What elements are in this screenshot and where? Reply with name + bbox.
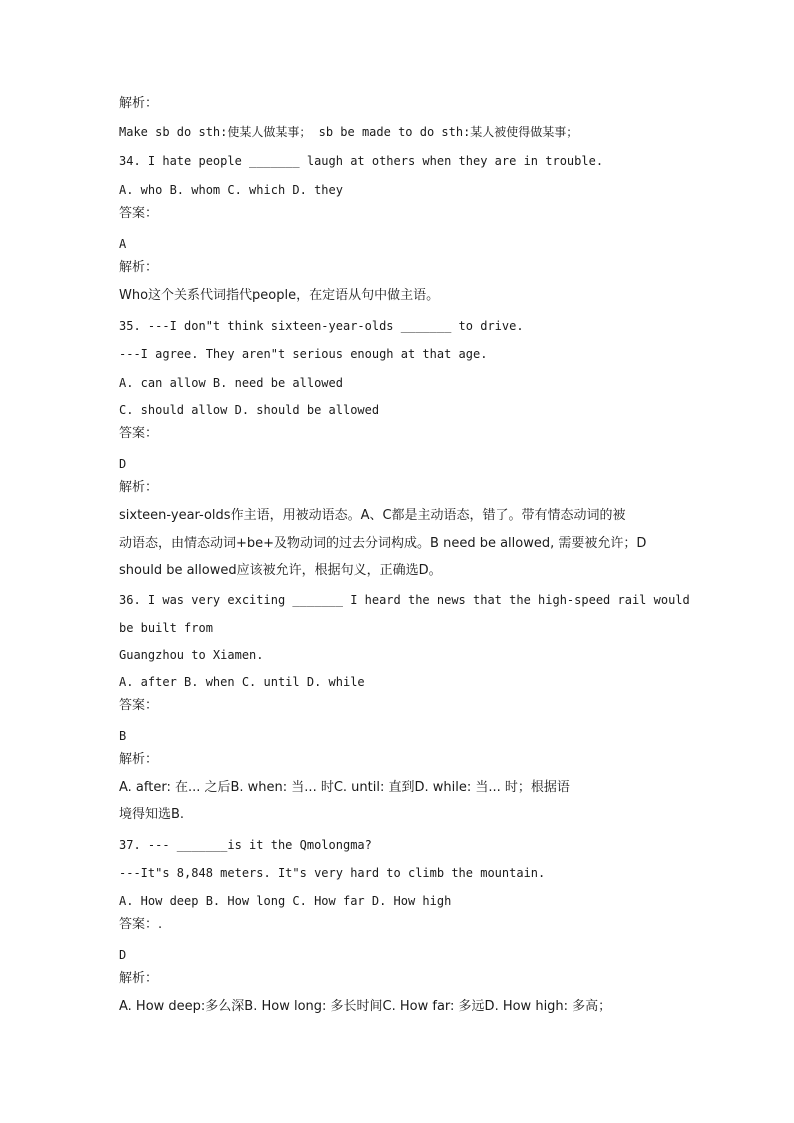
question-35-options: A. can allow B. need be allowed (119, 376, 343, 390)
question-36: Guangzhou to Xiamen. (119, 648, 264, 662)
answer-value: D (119, 948, 127, 962)
analysis-text: should be allowed应该被允许，根据句义，正确选D。 (119, 563, 442, 578)
question-36-options: A. after B. when C. until D. while (119, 675, 365, 689)
question-37-dialogue: ---It"s 8,848 meters. It"s very hard to climb the mountain. (119, 866, 546, 880)
answer-label: 答案：. (119, 917, 163, 932)
analysis-label: 解析： (119, 480, 159, 495)
question-36: be built from (119, 621, 213, 635)
analysis-text: 动语态，由情态动词+be+及物动词的过去分词构成。B need be allowed, 需要被允许；D (119, 536, 647, 551)
question-34: 34. I hate people _______ laugh at others when they are in trouble. (119, 154, 604, 168)
answer-label: 答案： (119, 206, 159, 221)
question-35-dialogue: ---I agree. They aren"t serious enough at that age. (119, 347, 488, 361)
question-35-options: C. should allow D. should be allowed (119, 403, 380, 417)
answer-label: 答案： (119, 698, 159, 713)
analysis-label: 解析： (119, 96, 159, 111)
analysis-text: Who这个关系代词指代people，在定语从句中做主语。 (119, 288, 440, 303)
analysis-text: 境得知选B. (119, 807, 185, 822)
question-34-options: A. who B. whom C. which D. they (119, 183, 343, 197)
analysis-label: 解析： (119, 260, 159, 275)
answer-value: B (119, 729, 127, 743)
question-37: 37. --- _______is it the Qmolongma? (119, 838, 372, 852)
question-36: 36. I was very exciting _______ I heard the news that the high-speed rail would (119, 593, 690, 607)
analysis-label: 解析： (119, 752, 159, 767)
analysis-text: A. after: 在... 之后B. when: 当... 时C. until: 直到D. while: 当... 时；根据语 (119, 780, 570, 795)
question-37-options: A. How deep B. How long C. How far D. How high (119, 894, 452, 908)
analysis-text: sixteen-year-olds作主语，用被动语态。A、C都是主动语态，错了。带有情态动词的被 (119, 508, 626, 523)
analysis-text: Make sb do sth:使某人做某事； sb be made to do sth:某人被使得做某事； (119, 125, 579, 139)
answer-value: D (119, 457, 127, 471)
analysis-label: 解析： (119, 971, 159, 986)
answer-value: A (119, 237, 127, 251)
question-35: 35. ---I don"t think sixteen-year-olds _______ to drive. (119, 319, 524, 333)
analysis-text: A. How deep:多么深B. How long: 多长时间C. How far: 多远D. How high: 多高； (119, 999, 612, 1014)
answer-label: 答案： (119, 426, 159, 441)
